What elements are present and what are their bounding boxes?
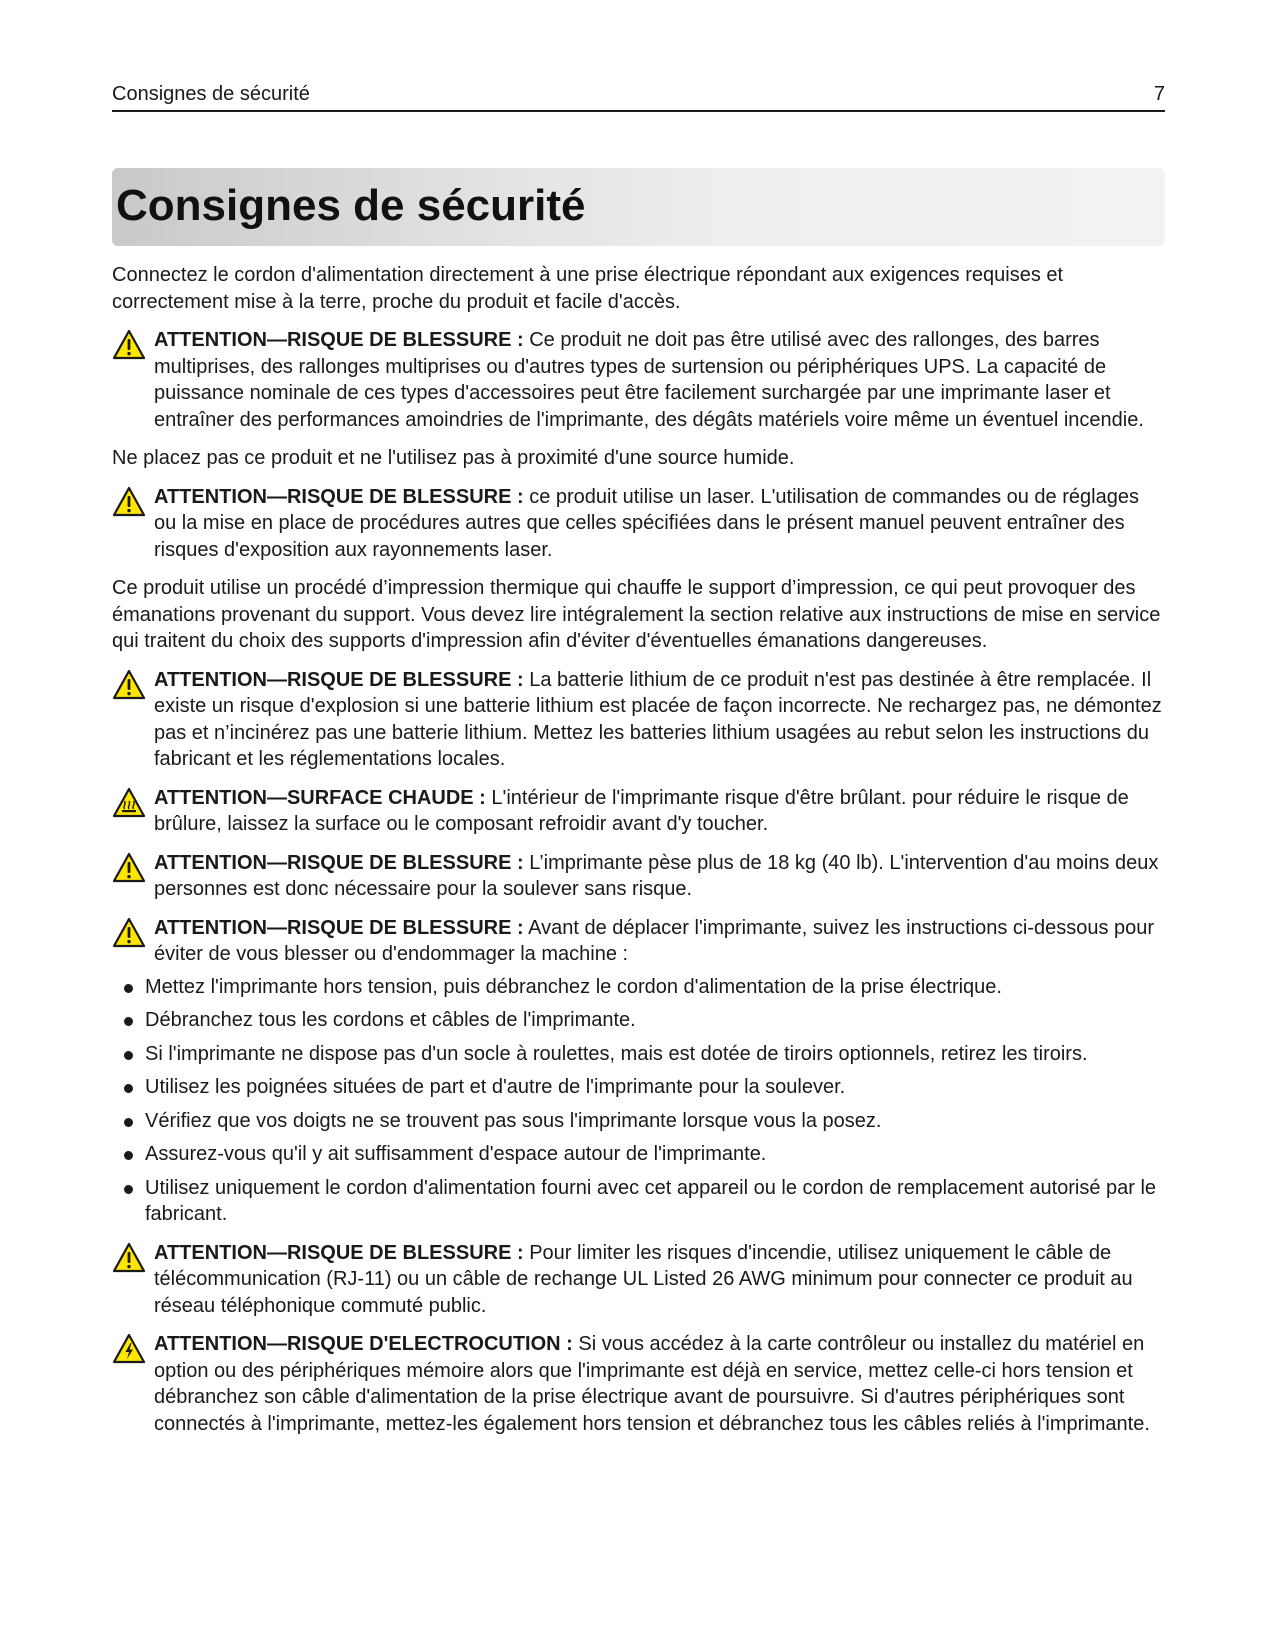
hot-surface-icon xyxy=(112,787,146,819)
warning-label: ATTENTION—RISQUE DE BLESSURE : xyxy=(154,851,524,874)
warning-text: L’imprimante pèse plus de 18 kg (40 lb). L'intervention d'au moins deux personnes est donc nécessaire pour la soulever sans risque. xyxy=(154,851,1159,900)
warning-label: ATTENTION—RISQUE DE BLESSURE : xyxy=(154,668,524,691)
warning-text: La batterie lithium de ce produit n'est pas destinée à être remplacée. Il existe un risque d'explosion si une batterie lithium est placée de façon incorrecte. Ne rechargez pas, ne démontez pas et n’incinérez pas une batterie lithium. Mettez les batteries lithium usagées au rebut selon les instructions du fabricant et les réglementations locales. xyxy=(154,668,1162,770)
paragraph-grounding: Connectez le cordon d'alimentation directement à une prise électrique répondant aux exigences requises et correctement mise à la terre, proche du produit et facile d'accès. xyxy=(112,264,1064,313)
warning-label: ATTENTION—SURFACE CHAUDE : xyxy=(154,786,486,809)
warning-moving-printer xyxy=(112,915,1165,968)
section-title-bar xyxy=(112,168,1165,246)
warning-label: ATTENTION—RISQUE DE BLESSURE : xyxy=(154,916,524,939)
warning-text: Pour limiter les risques d'incendie, utilisez uniquement le câble de télécommunication (RJ-11) ou un câble de rechange UL Listed 26 AWG minimum pour connecter ce produit au réseau téléphonique commuté public. xyxy=(154,1241,1133,1317)
paragraph-thermal: Ce produit utilise un procédé d’impression thermique qui chauffe le support d’impression, ce qui peut provoquer des émanations provenant du support. Vous devez lire intégralement la section relative aux instructions de mise en service qui traitent du choix des supports d'impression afin d'éviter d'éventuelles émanations dangereuses. xyxy=(112,577,1161,652)
list-item: Débranchez tous les cordons et câbles de l'imprimante. xyxy=(112,1007,1165,1034)
warning-laser xyxy=(112,484,1165,564)
warning-icon xyxy=(112,917,146,949)
warning-extension-cords xyxy=(112,327,1165,433)
page-number: 7 xyxy=(1153,83,1165,105)
electric-shock-icon xyxy=(112,1333,146,1365)
moving-instructions-list xyxy=(112,974,1165,1228)
list-item: Utilisez uniquement le cordon d'alimentation fourni avec cet appareil ou le cordon de remplacement autorisé par le fabricant. xyxy=(112,1175,1165,1228)
list-item: Si l'imprimante ne dispose pas d'un socle à roulettes, mais est dotée de tiroirs optionnels, retirez les tiroirs. xyxy=(112,1041,1165,1068)
warning-lithium-battery xyxy=(112,667,1165,773)
warning-text: Si vous accédez à la carte contrôleur ou installez du matériel en option ou des périphériques mémoire alors que l'imprimante est déjà en service, mettez celle-ci hors tension et débranchez son câble d'alimentation de la prise électrique avant de poursuivre. Si d'autres périphériques sont connectés à l'imprimante, mettez-les également hors tension et débranchez tous les câbles reliés à l'imprimante. xyxy=(154,1333,1150,1435)
content xyxy=(112,262,1165,1449)
warning-hot-surface xyxy=(112,785,1165,838)
list-item: Mettez l'imprimante hors tension, puis débranchez le cordon d'alimentation de la prise électrique. xyxy=(112,974,1165,1001)
list-item: Vérifiez que vos doigts ne se trouvent pas sous l'imprimante lorsque vous la posez. xyxy=(112,1108,1165,1135)
section-title: Consignes de sécurité xyxy=(116,181,586,230)
warning-text: L'intérieur de l'imprimante risque d'être brûlant. pour réduire le risque de brûlure, laissez la surface ou le composant refroidir avant d'y toucher. xyxy=(154,786,1129,835)
warning-icon xyxy=(112,329,146,361)
warning-icon xyxy=(112,669,146,701)
list-item: Assurez-vous qu'il y ait suffisamment d'espace autour de l'imprimante. xyxy=(112,1141,1165,1168)
warning-telecom-cable xyxy=(112,1240,1165,1320)
warning-label: ATTENTION—RISQUE DE BLESSURE : xyxy=(154,485,524,508)
warning-icon xyxy=(112,852,146,884)
warning-label: ATTENTION—RISQUE D'ELECTROCUTION : xyxy=(154,1333,573,1355)
list-item: Utilisez les poignées situées de part et d'autre de l'imprimante pour la soulever. xyxy=(112,1074,1165,1101)
warning-text: Ce produit ne doit pas être utilisé avec des rallonges, des barres multiprises, des rallonges multiprises ou d'autres types de surtension ou périphériques UPS. La capacité de puissance nominale de ces types d'accessoires peut être facilement surchargée par une imprimante laser et entraîner des performances amoindries de l'imprimante, des dégâts matériels voire même un éventuel incendie. xyxy=(154,329,1144,431)
warning-label: ATTENTION—RISQUE DE BLESSURE : xyxy=(154,1241,524,1264)
warning-text: Avant de déplacer l'imprimante, suivez les instructions ci-dessous pour éviter de vous blesser ou d'endommager la machine : xyxy=(154,916,1155,965)
warning-text: ce produit utilise un laser. L'utilisation de commandes ou de réglages ou la mise en place de procédures autres que celles spécifiées dans le présent manuel peuvent entraîner des risques d'exposition aux rayonnements laser. xyxy=(154,485,1139,561)
running-header xyxy=(112,82,1165,112)
header-title: Consignes de sécurité xyxy=(112,83,310,105)
warning-label: ATTENTION—RISQUE DE BLESSURE : xyxy=(154,329,524,351)
warning-weight xyxy=(112,850,1165,903)
warning-electric-shock xyxy=(112,1331,1165,1437)
warning-icon xyxy=(112,486,146,518)
warning-icon xyxy=(112,1242,146,1274)
paragraph-humidity: Ne placez pas ce produit et ne l'utilisez pas à proximité d'une source humide. xyxy=(112,447,795,469)
